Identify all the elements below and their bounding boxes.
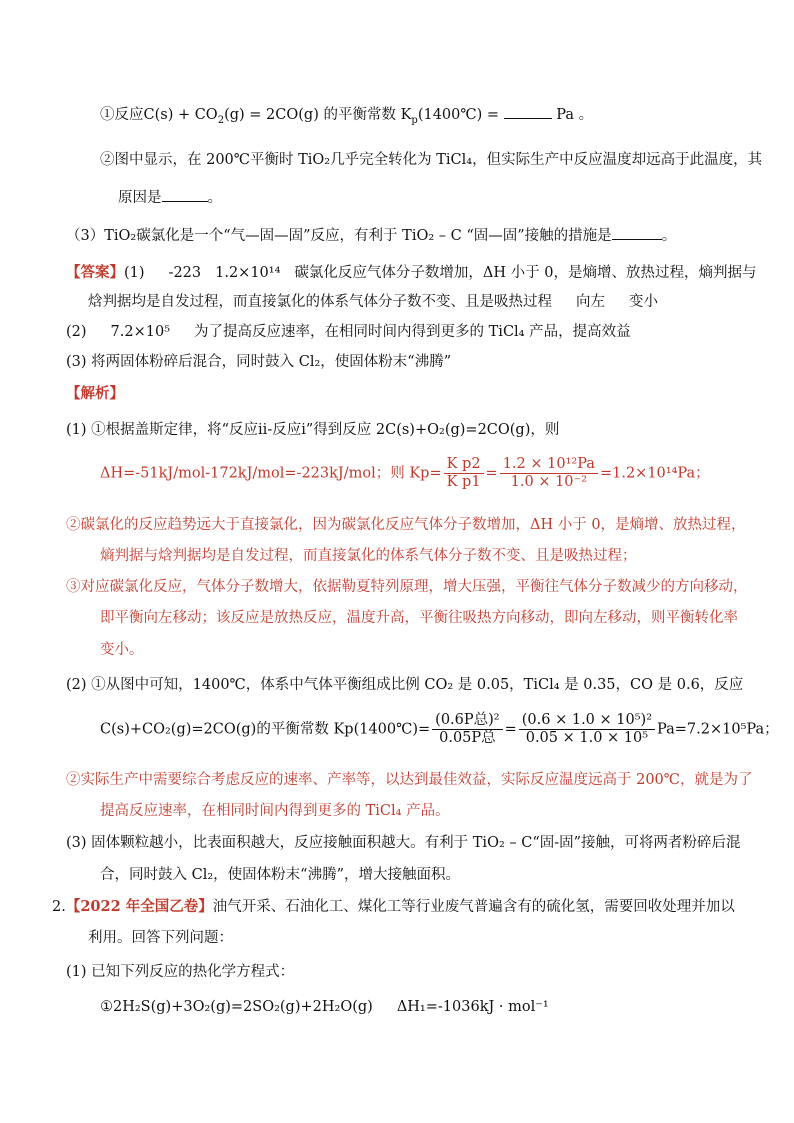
analysis-p5-line2: 提高反应速率，在相同时间内得到更多的 TiCl₄ 产品。 [100, 803, 450, 819]
q1-part2-2-line2 [118, 187, 222, 208]
fraction-numerator: (0.6 × 1.0 × 10⁵)² [519, 712, 655, 730]
q1-part3-text-a: （3）TiO₂碳氯化是一个“气—固—固”反应，有利于 TiO₂ – C “固—固”接触的措施是 [66, 228, 612, 244]
fraction-denominator: 0.05 × 1.0 × 10⁵ [525, 730, 649, 746]
q2-line4 [100, 997, 549, 1017]
answer-1-dh: -223 [168, 265, 202, 281]
analysis-p6-line2: 合，同时鼓入 Cl₂，使固体粉末“沸腾”，增大接触面积。 [100, 867, 460, 883]
q1-part2-1: ①反应$C(s) + CO_2(g) = 2CO(g)$ 的平衡常数 $K_p(1400℃) = Pa$ 。 [100, 104, 593, 125]
q1-part2-1-text-a: ①反应C(s) + CO [100, 107, 218, 123]
analysis-p3-line3: 变小。 [100, 642, 144, 658]
equals-sign: = [485, 465, 498, 482]
q2-line3: (1) 已知下列反应的热化学方程式： [66, 964, 295, 980]
answer-line1 [66, 263, 756, 283]
q2-enthalpy: ΔH₁=-1036kJ · mol⁻¹ [396, 999, 549, 1015]
fraction-pressure-values [519, 712, 655, 747]
q2-number: 2. [52, 899, 66, 915]
answer-2-num: (2) [66, 324, 87, 340]
answer-1-reason-cont: 焓判据均是自发过程，而直接氯化的体系气体分子数不变、且是吸热过程 [88, 294, 552, 310]
analysis-p1-text-a: ΔH=-51kJ/mol-172kJ/mol=-223kJ/mol；则 Kp= [100, 465, 442, 482]
analysis-p4-text-b: Pa=7.2×10⁵Pa； [657, 721, 779, 738]
q2-source-tag: 【2022 年全国乙卷】 [65, 898, 213, 915]
fraction-kp-ratio [444, 456, 484, 491]
q2-line2: 利用。回答下列问题： [88, 930, 233, 946]
analysis-p3-line2: 即平衡向左移动；该反应是放热反应，温度升高，平衡往吸热方向移动，即向左移动，则平衡转化率 [100, 610, 738, 626]
fraction-denominator: K p1 [446, 474, 481, 490]
answer-1-kp: 1.2×10¹⁴ [215, 265, 281, 281]
fraction-kp-values [500, 456, 598, 491]
analysis-p6-line1: (3) 固体颗粒越小，比表面积越大，反应接触面积越大。有利于 TiO₂ – C“固-固”接触，可将两者粉碎后混 [66, 835, 741, 851]
q1-part2-1-text-c: (1400℃) = [417, 107, 504, 123]
fraction-numerator: 1.2 × 10¹²Pa [500, 456, 598, 474]
q1-part2-1-text-b: (g) = 2CO(g) 的平衡常数 K [224, 107, 412, 123]
analysis-p4-text-a: C(s)+CO₂(g)=2CO(g)的平衡常数 Kp(1400℃)= [100, 721, 431, 738]
fraction-denominator: 0.05P总 [439, 730, 496, 746]
q1-part2-2-text-a: 原因是 [118, 190, 162, 206]
equals-sign: = [504, 721, 517, 738]
q1-part3-text-b: 。 [661, 228, 677, 244]
answer-1-num: (1) [124, 265, 145, 281]
analysis-p1-text-b: =1.2×10¹⁴Pa； [599, 465, 710, 482]
analysis-p2-line1: ②碳氯化的反应趋势远大于直接氯化，因为碳氯化反应气体分子数增加，ΔH 小于 0，是熵增、放热过程， [66, 517, 746, 533]
analysis-p3-line1: ③对应碳氯化反应，气体分子数增大，依据勒夏特列原理，增大压强，平衡往气体分子数减少的方向移动， [66, 579, 748, 595]
answer-line2 [88, 292, 658, 312]
analysis-label: 【解析】 [66, 385, 124, 402]
analysis-p2-line2: 熵判据与焓判据均是自发过程，而直接氯化的体系气体分子数不变、且是吸热过程； [100, 548, 637, 564]
fraction-numerator: K p2 [444, 456, 484, 474]
analysis-p4-line2 [100, 712, 779, 747]
answer-2-reason: 为了提高反应速率，在相同时间内得到更多的 TiCl₄ 产品，提高效益 [194, 324, 631, 340]
analysis-p1-line1: (1) ①根据盖斯定律，将“反应ⅱ-反应ⅰ”得到反应 2C(s)+O₂(g)=2CO(g)，则 [66, 422, 560, 438]
answer-label: 【答案】 [66, 264, 124, 281]
answer-blank [612, 225, 662, 240]
answer-1-change: 变小 [629, 294, 658, 310]
answer-line4: (3) 将两固体粉碎后混合，同时鼓入 Cl₂，使固体粉末“沸腾” [66, 354, 452, 370]
analysis-p5-line1: ②实际生产中需要综合考虑反应的速率、产率等，以达到最佳效益，实际反应温度远高于 200℃，就是为了 [66, 772, 753, 788]
q2-line1 [52, 897, 735, 917]
fraction-denominator: 1.0 × 10⁻² [510, 474, 588, 490]
q1-part2-2-line1: ②图中显示，在 200℃平衡时 TiO₂几乎完全转化为 TiCl₄，但实际生产中反应温度却远高于此温度，其 [100, 152, 763, 168]
answer-blank [162, 187, 208, 202]
q2-text-line1: 油气开采、石油化工、煤化工等行业废气普遍含有的硫化氢，需要回收处理并加以 [212, 899, 735, 915]
fraction-numerator: (0.6P总)² [432, 712, 502, 730]
q2-equation: ①2H₂S(g)+3O₂(g)=2SO₂(g)+2H₂O(g) [100, 999, 373, 1015]
answer-2-kp: 7.2×10⁵ [110, 324, 171, 340]
answer-blank [504, 104, 552, 119]
fraction-pressure-ratio [432, 712, 502, 747]
q1-part3 [66, 225, 676, 246]
answer-line3 [66, 322, 631, 342]
answer-1-direction: 向左 [576, 294, 605, 310]
answer-1-reason: 碳氯化反应气体分子数增加，ΔH 小于 0，是熵增、放热过程，熵判据与 [294, 265, 757, 281]
analysis-p1-line2 [100, 456, 710, 491]
analysis-p4-line1: (2) ①从图中可知，1400℃，体系中气体平衡组成比例 CO₂ 是 0.05，TiCl₄ 是 0.35，CO 是 0.6，反应 [66, 677, 744, 693]
q1-part2-2-text-b: 。 [207, 190, 222, 206]
q1-part2-1-text-d: Pa 。 [551, 107, 594, 123]
